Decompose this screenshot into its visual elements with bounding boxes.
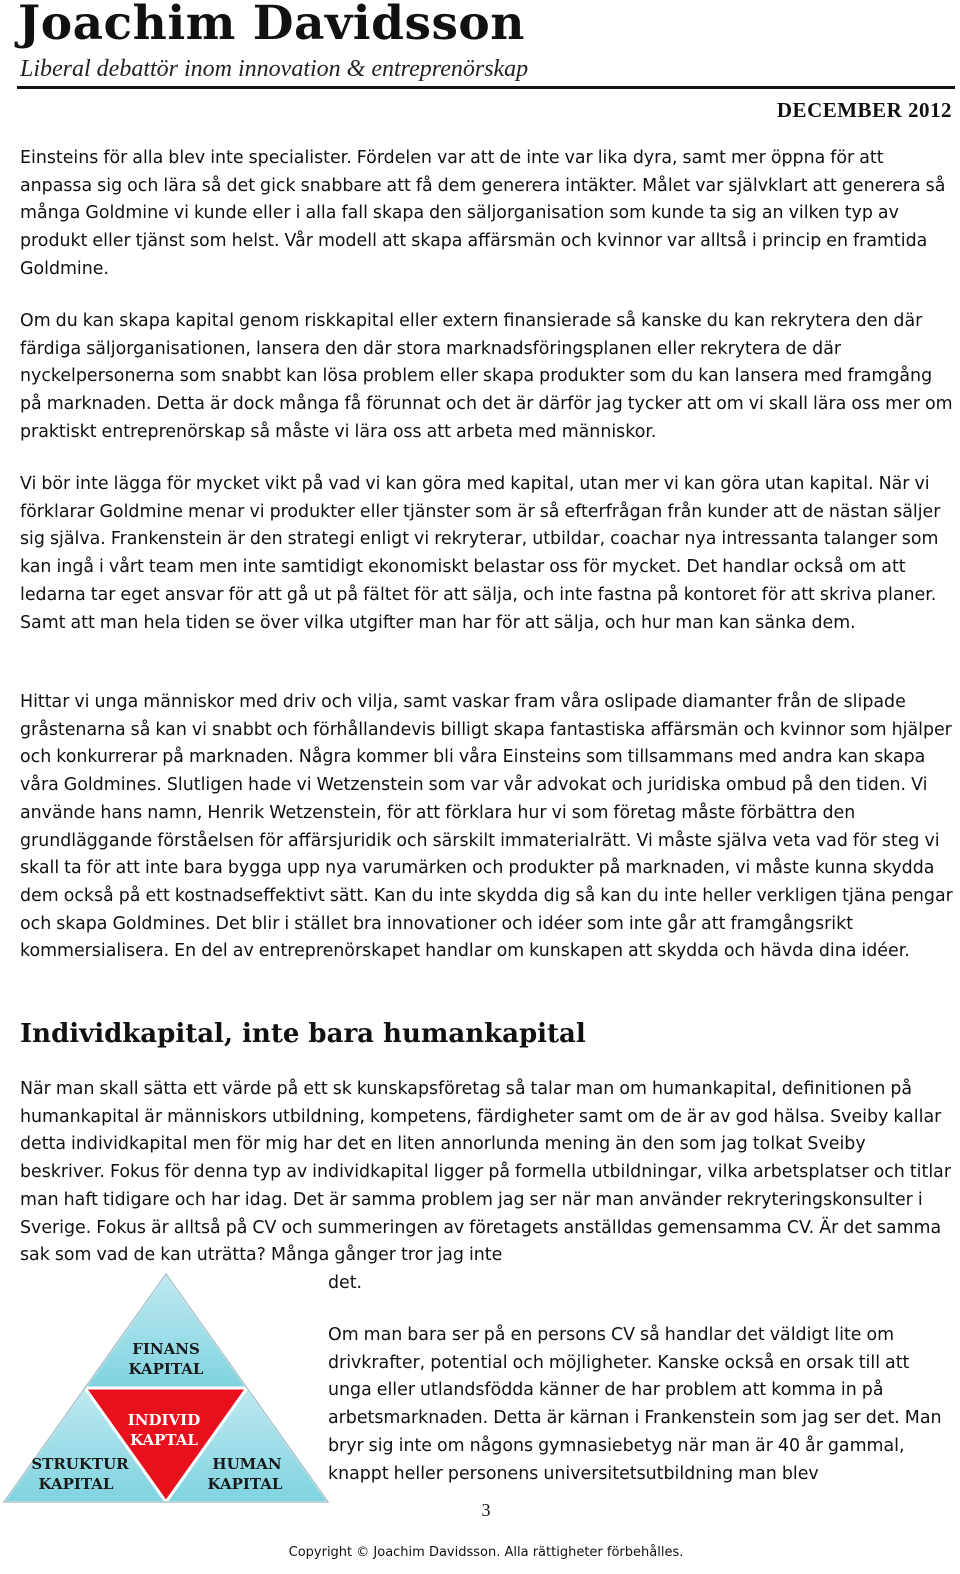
label-finans-1: FINANS [132,1340,200,1358]
section-heading: Individkapital, inte bara humankapital [20,1019,586,1049]
page-number: 3 [481,1500,491,1520]
copyright-footer: Copyright © Joachim Davidsson. Alla rättigheter förbehålles. [288,1545,684,1560]
paragraph-humankapital-tail: det. [328,1273,363,1293]
label-individ-2: KAPTAL [130,1431,198,1449]
paragraph-goldmine: Vi bör inte lägga för mycket vikt på vad vi kan göra med kapital, utan mer vi kan göra utan kapital. När vi förklarar Goldmine menar vi produkter eller tjänster som är så efterfrågan från kunder att de nästan säljer sig själva. Frankenstein är den strategi enligt vi rekryterar, utbildar, coachar nya intressanta talanger som kan ingå i vårt team men inte samtidigt ekonomiskt belastar oss för mycket. Det handlar också om att ledarna tar eget ansvar för att gå ut på fältet för att sälja, och inte fastna på kontoret för att skriva planer. Samt att man hela tiden se över vilka utgifter man har för att sälja, och hur man kan sänka dem. [20,474,941,633]
label-finans-2: KAPITAL [128,1360,204,1378]
label-human-1: HUMAN [212,1455,282,1473]
label-struktur-1: STRUKTUR [31,1455,129,1473]
paragraph-wetzenstein: Hittar vi unga människor med driv och vilja, samt vaskar fram våra oslipade diamanter från de slipade gråstenarna så kan vi snabbt och förhållandevis billigt skapa fantastiska affärsmän och kvinnor som hjälper och konkurrerar på marknaden. Några kommer bli våra Einsteins som tillsammans med andra kan skapa våra Goldmines. Slutligen hade vi Wetzenstein som var vår advokat och juridiska ombud på den tiden. Vi använde hans namn, Henrik Wetzenstein, för att förklara hur vi som företag måste förbättra den grundläggande förståelsen för affärsjuridik och särskilt immaterialrätt. Vi måste själva veta vad för steg vi skall ta för att inte bara bygga upp nya varumärken och produkter på marknaden, vi måste kunna skydda dem också på ett kostnadseffektivt sätt. Kan du inte skydda dig så kan du inte heller verkligen tjäna pengar och skapa Goldmines. Det blir i stället bra innovationer och idéer som inte går att framgångsrikt kommersialisera. En del av entreprenörskapet handlar om kunskapen att skydda och hävda dina idéer. [20,692,953,962]
issue-date: DECEMBER 2012 [776,98,952,122]
label-individ-1: INDIVID [127,1411,201,1429]
paragraph-cv: Om man bara ser på en persons CV så handlar det väldigt lite om drivkrafter, potential och möjligheter. Kanske också en orsak till att unga eller utlandsfödda känner de har problem att komma in på arbetsmarknaden. Detta är kärnan i Frankenstein som jag ser det. Man bryr sig inte om någons gymnasiebetyg när man är 40 år gammal, knappt heller personens universitetsutbildning man blev [328,1325,942,1484]
author-name: Joachim Davidsson [18,0,525,51]
label-human-2: KAPITAL [207,1475,283,1493]
label-struktur-2: KAPITAL [38,1475,114,1493]
paragraph-humankapital: När man skall sätta ett värde på ett sk kunskapsföretag så talar man om humankapital, definitionen på humankapital är människors utbildning, kompetens, färdigheter samt om de är av god hälsa. Sveiby kallar detta individkapital men för mig har det en liten annorlunda mening än den som jag tolkat Sveiby beskriver. Fokus för denna typ av individkapital ligger på formella utbildningar, vilka arbetsplatser och titlar man haft tidigare och har idag. Det är samma problem jag ser när man använder rekryteringskonsulter i Sverige. Fokus är alltså på CV och summeringen av företagets anställdas gemensamma CV. Är det samma sak som vad de kan uträtta? Många gånger tror jag inte [20,1079,951,1266]
paragraph-einsteins: Einsteins för alla blev inte specialister. Fördelen var att de inte var lika dyra, samt mer öppna för att anpassa sig och lära så det gick snabbare att få dem generera intäkter. Målet var självklart att generera så många Goldmine vi kunde eller i alla fall skapa den säljorganisation som kunde ta sig an vilken typ av produkt eller tjänst som helst. Vår modell att skapa affärsmän och kvinnor var alltså i princip en framtida Goldmine. [20,148,946,279]
paragraph-riskkapital: Om du kan skapa kapital genom riskkapital eller extern finansierade så kanske du kan rekrytera den där färdiga säljorganisationen, lansera den där stora marknadsföringsplanen eller rekrytera de där nyckelpersonerna som snabbt kan lösa problem eller skapa produkter som du kan lansera med framgång på marknaden. Detta är dock många få förunnat och det är därför jag tycker att om vi skall lära oss mer om praktiskt entreprenörskap så måste vi lära oss att arbeta med människor. [20,311,953,442]
capital-triangle-diagram [2,1270,330,1506]
author-tagline: Liberal debattör inom innovation & entreprenörskap [20,56,529,82]
header-divider [17,86,955,89]
